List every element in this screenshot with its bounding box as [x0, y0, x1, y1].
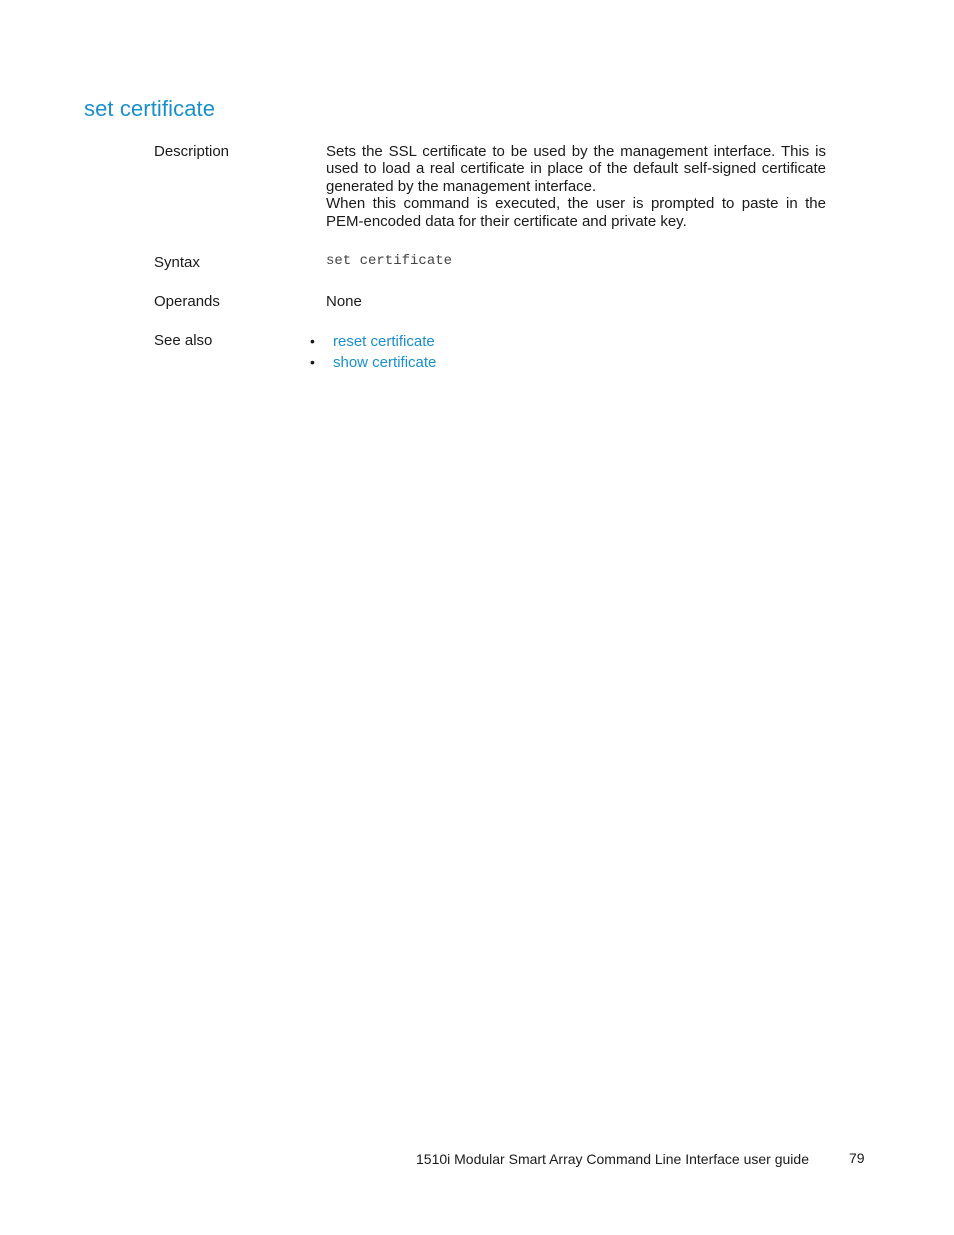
page-number: 79: [849, 1150, 865, 1166]
description-paragraph: Sets the SSL certificate to be used by the management interface. This is used to load a real certificate in place of the default self-signed certificate generated by the management interface.: [326, 143, 826, 195]
see-also-label: See also: [154, 332, 213, 349]
see-also-list: [310, 331, 436, 373]
list-item: [310, 352, 436, 373]
description-text: [326, 143, 826, 230]
operands-label: Operands: [154, 293, 220, 310]
page-title: set certificate: [84, 96, 216, 121]
footer-guide-title: 1510i Modular Smart Array Command Line Interface user guide: [416, 1151, 809, 1167]
reset-certificate-link[interactable]: reset certificate: [333, 333, 435, 350]
list-item: [310, 331, 436, 352]
bullet-icon: •: [310, 354, 315, 370]
show-certificate-link[interactable]: show certificate: [333, 354, 437, 371]
syntax-label: Syntax: [154, 254, 200, 271]
description-paragraph: When this command is executed, the user is prompted to paste in the PEM-encoded data for their certificate and private key.: [326, 195, 826, 230]
operands-value: None: [326, 293, 362, 310]
syntax-command: set certificate: [326, 253, 453, 269]
description-label: Description: [154, 143, 230, 160]
bullet-icon: •: [310, 333, 315, 349]
